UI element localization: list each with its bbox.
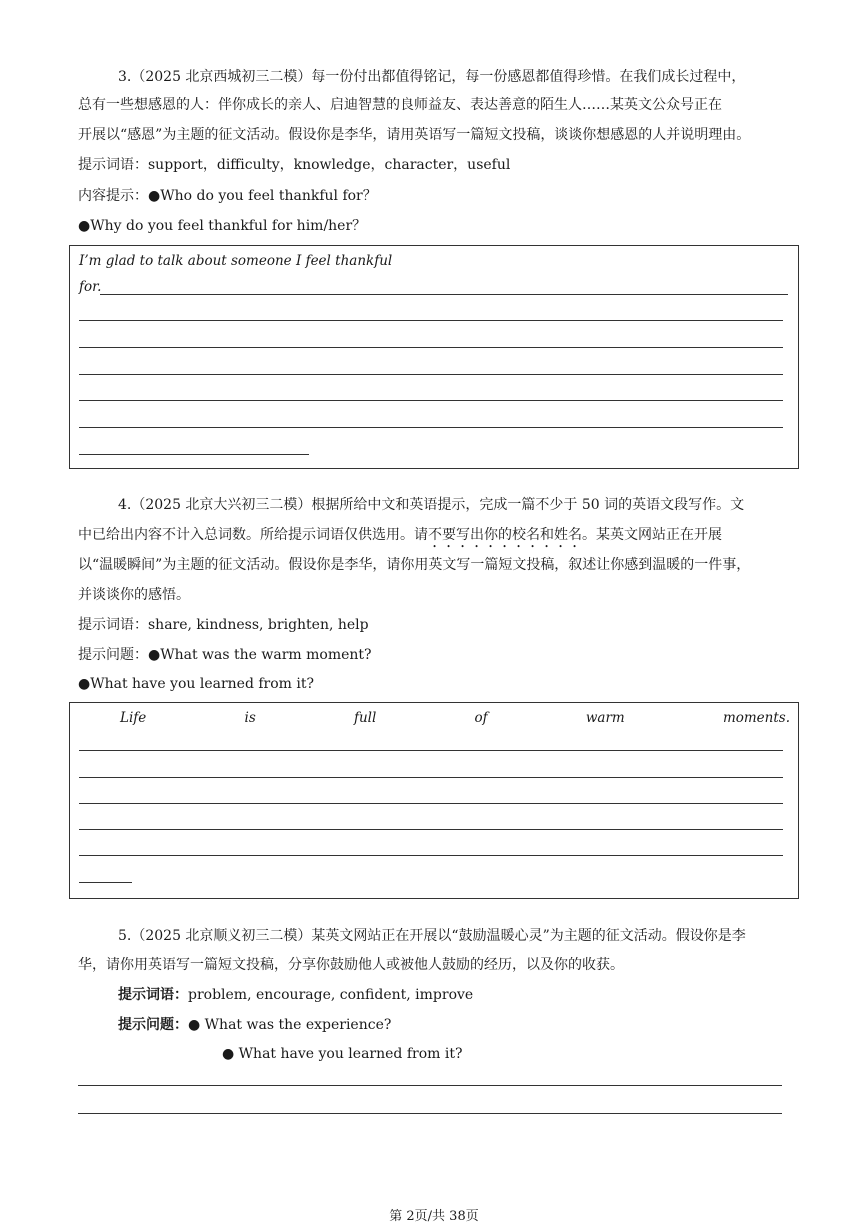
- writing-line: [79, 347, 783, 348]
- hint-label: 提示词语：: [118, 987, 188, 1003]
- q3-box-for: for.: [79, 279, 102, 295]
- q4-line-4: 并谈谈你的感悟。: [78, 587, 190, 603]
- word: warm: [585, 710, 625, 726]
- q5-line-2: 华，请你用英语写一篇短文投稿，分享你鼓励他人或被他人鼓励的经历，以及你的收获。: [78, 957, 624, 973]
- q5-hint-question-2: ● What have you learned from it?: [222, 1046, 463, 1062]
- word: Life: [120, 710, 147, 726]
- q4-answer-box[interactable]: [69, 702, 799, 899]
- q3-line-1: 3.（2025 北京西城初三二模）每一份付出都值得铭记，每一份感恩都值得珍惜。在我们成长过程中，: [118, 69, 746, 85]
- q5-hint-questions: [118, 1010, 391, 1040]
- writing-line: [79, 882, 132, 883]
- q4-box-opening: [120, 710, 790, 726]
- q3-box-opening: I’m glad to talk about someone I feel thankful: [79, 253, 393, 269]
- writing-line: [79, 400, 783, 401]
- writing-line: [79, 855, 783, 856]
- q4-line-2: 中已给出内容不计入总词数。所给提示词语仅供选用。请不要写出你的校名和姓名。某英文网站正在开展: [78, 527, 722, 543]
- word: moments.: [722, 710, 790, 726]
- hint-question-label: 提示问题：: [118, 1017, 188, 1033]
- writing-line: [79, 374, 783, 375]
- writing-line: [79, 750, 783, 751]
- q4-hint-question-1: 提示问题：●What was the warm moment?: [78, 647, 372, 663]
- q3-content-hint: 内容提示：●Who do you feel thankful for？: [78, 188, 377, 204]
- page-number: 第 2页/共 38页: [389, 1209, 479, 1224]
- q4-hint-words: 提示词语：share, kindness, brighten, help: [78, 617, 369, 633]
- q5-line-1: 5.（2025 北京顺义初三二模）某英文网站正在开展以“鼓励温暖心灵”为主题的征文活动。假设你是李: [118, 928, 746, 944]
- q3-hint-question-2: ●Why do you feel thankful for him/her？: [78, 218, 367, 234]
- writing-line: [79, 777, 783, 778]
- writing-line: [100, 294, 788, 295]
- writing-line: [79, 427, 783, 428]
- q4-line-3: 以“温暖瞬间”为主题的征文活动。假设你是李华，请你用英文写一篇短文投稿，叙述让你感到温暖的一件事，: [78, 557, 751, 573]
- hint-words: problem, encourage, confident, improve: [188, 987, 474, 1003]
- q3-hint-words: 提示词语：support，difficulty，knowledge，character，useful: [78, 157, 511, 173]
- emphasized-text: 不要写出你的校名和姓名: [428, 527, 582, 543]
- q4-line-1: 4.（2025 北京大兴初三二模）根据所给中文和英语提示，完成一篇不少于 50 词的英语文段写作。文: [118, 497, 745, 513]
- q4-hint-question-2: ●What have you learned from it?: [78, 676, 315, 692]
- writing-line[interactable]: [78, 1085, 782, 1086]
- writing-line: [79, 803, 783, 804]
- word: full: [353, 710, 377, 726]
- q5-hint-words: [118, 980, 473, 1010]
- writing-line[interactable]: [78, 1113, 782, 1114]
- word: of: [474, 710, 488, 726]
- writing-line: [79, 454, 309, 455]
- word: is: [244, 710, 256, 726]
- q3-answer-box[interactable]: [69, 245, 799, 469]
- q3-line-2: 总有一些想感恩的人：伴你成长的亲人、启迪智慧的良师益友、表达善意的陌生人……某英文公众号正在: [78, 97, 722, 113]
- writing-line: [79, 320, 783, 321]
- hint-question-1: ● What was the experience?: [188, 1017, 392, 1033]
- q3-line-3: 开展以“感恩”为主题的征文活动。假设你是李华，请用英语写一篇短文投稿，谈谈你想感恩的人并说明理由。: [78, 127, 751, 143]
- writing-line: [79, 829, 783, 830]
